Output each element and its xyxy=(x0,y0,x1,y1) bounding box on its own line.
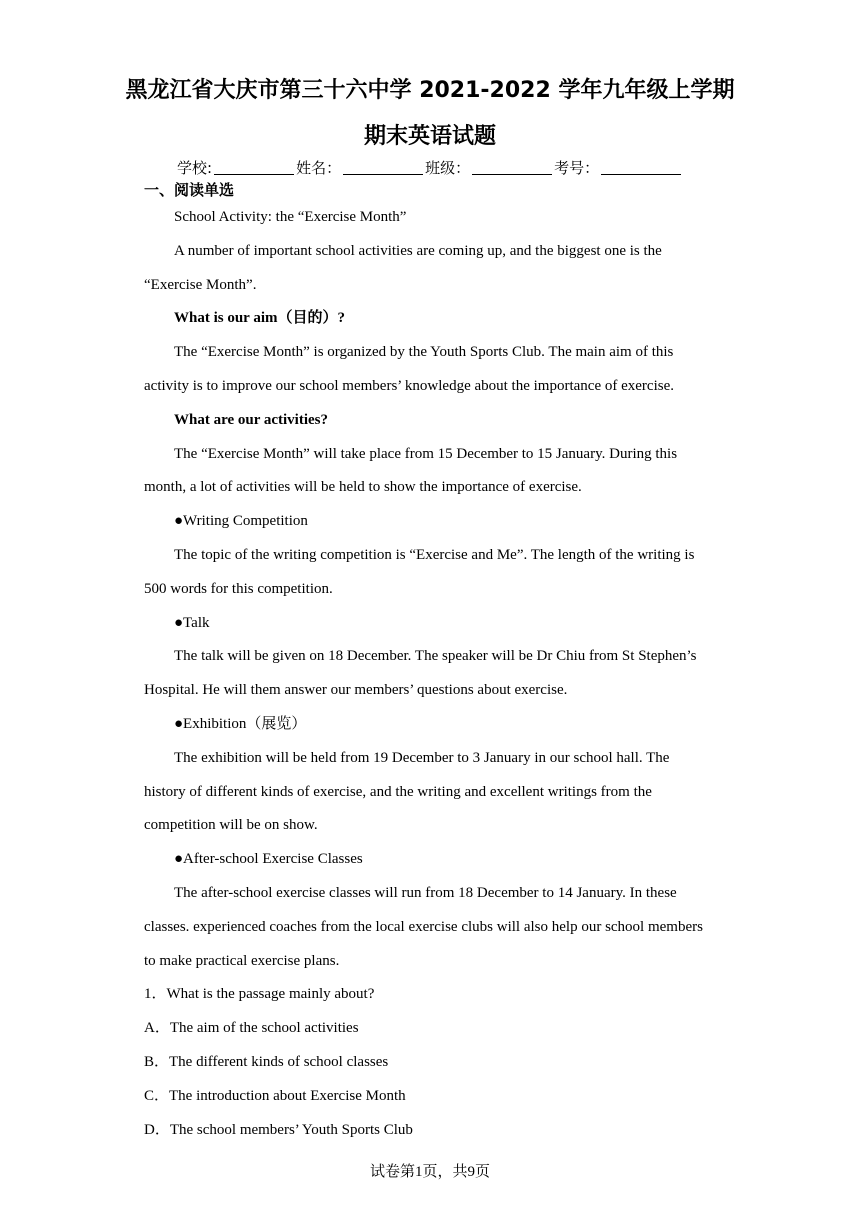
talk-text: The talk will be given on 18 December. The speaker will be Dr Chiu from St Stephen’s Hospital. He will them answer our members’ questions about exercise. xyxy=(144,648,697,699)
classes-heading: ●After-school Exercise Classes xyxy=(174,851,363,868)
name-blank xyxy=(343,160,423,175)
class-blank xyxy=(472,160,552,175)
name-label: 姓名： xyxy=(296,159,342,177)
class-label: 班级： xyxy=(425,159,471,177)
option-a: A．The aim of the school activities xyxy=(144,1020,359,1037)
talk-heading: ●Talk xyxy=(174,614,210,631)
aim-text: The “Exercise Month” is organized by the Youth Sports Club. The main aim of this activity is to improve our school members’ knowledge about the importance of exercise. xyxy=(144,344,674,394)
exhibition-heading: ●Exhibition（展览） xyxy=(174,715,307,732)
passage-heading: School Activity: the “Exercise Month” xyxy=(174,209,407,225)
option-c: C．The introduction about Exercise Month xyxy=(144,1087,406,1104)
passage-intro: A number of important school activities are coming up, and the biggest one is the “Exercise Month”. xyxy=(144,242,662,293)
school-blank xyxy=(214,160,294,175)
document-title-line1: 黑龙江省大庆市第三十六中学 2021-2022 学年九年级上学期 xyxy=(125,78,735,103)
option-d: D．The school members’ Youth Sports Club xyxy=(144,1121,413,1138)
reading-passage xyxy=(144,201,714,1147)
option-b: B．The different kinds of school classes xyxy=(144,1053,389,1070)
classes-text: The after-school exercise classes will run from 18 December to 14 January. In these classes. experienced coaches from the local exercise clubs will also help our school members to make practical exercise plans. xyxy=(144,884,703,969)
writing-heading: ●Writing Competition xyxy=(174,513,308,530)
activities-text: The “Exercise Month” will take place from 15 December to 15 January. During this month, a lot of activities will be held to show the importance of exercise. xyxy=(144,445,678,496)
question-stem: 1．What is the passage mainly about? xyxy=(144,986,375,1003)
exam-no-blank xyxy=(601,160,681,175)
aim-heading: What is our aim（目的）? xyxy=(174,310,345,327)
student-info-row xyxy=(177,157,683,178)
section-heading: 一、阅读单选 xyxy=(144,181,235,199)
page-footer: 试卷第1页，共9页 xyxy=(369,1164,490,1180)
school-label: 学校: xyxy=(177,159,213,177)
exam-no-label: 考号： xyxy=(554,159,600,177)
writing-text: The topic of the writing competition is “Exercise and Me”. The length of the writing is 500 words for this competition. xyxy=(144,546,695,597)
exhibition-text: The exhibition will be held from 19 December to 3 January in our school hall. The history of different kinds of exercise, and the writing and excellent writings from the competition will be on show. xyxy=(144,749,670,834)
document-title-line2: 期末英语试题 xyxy=(363,124,496,149)
activities-heading: What are our activities? xyxy=(174,411,329,428)
